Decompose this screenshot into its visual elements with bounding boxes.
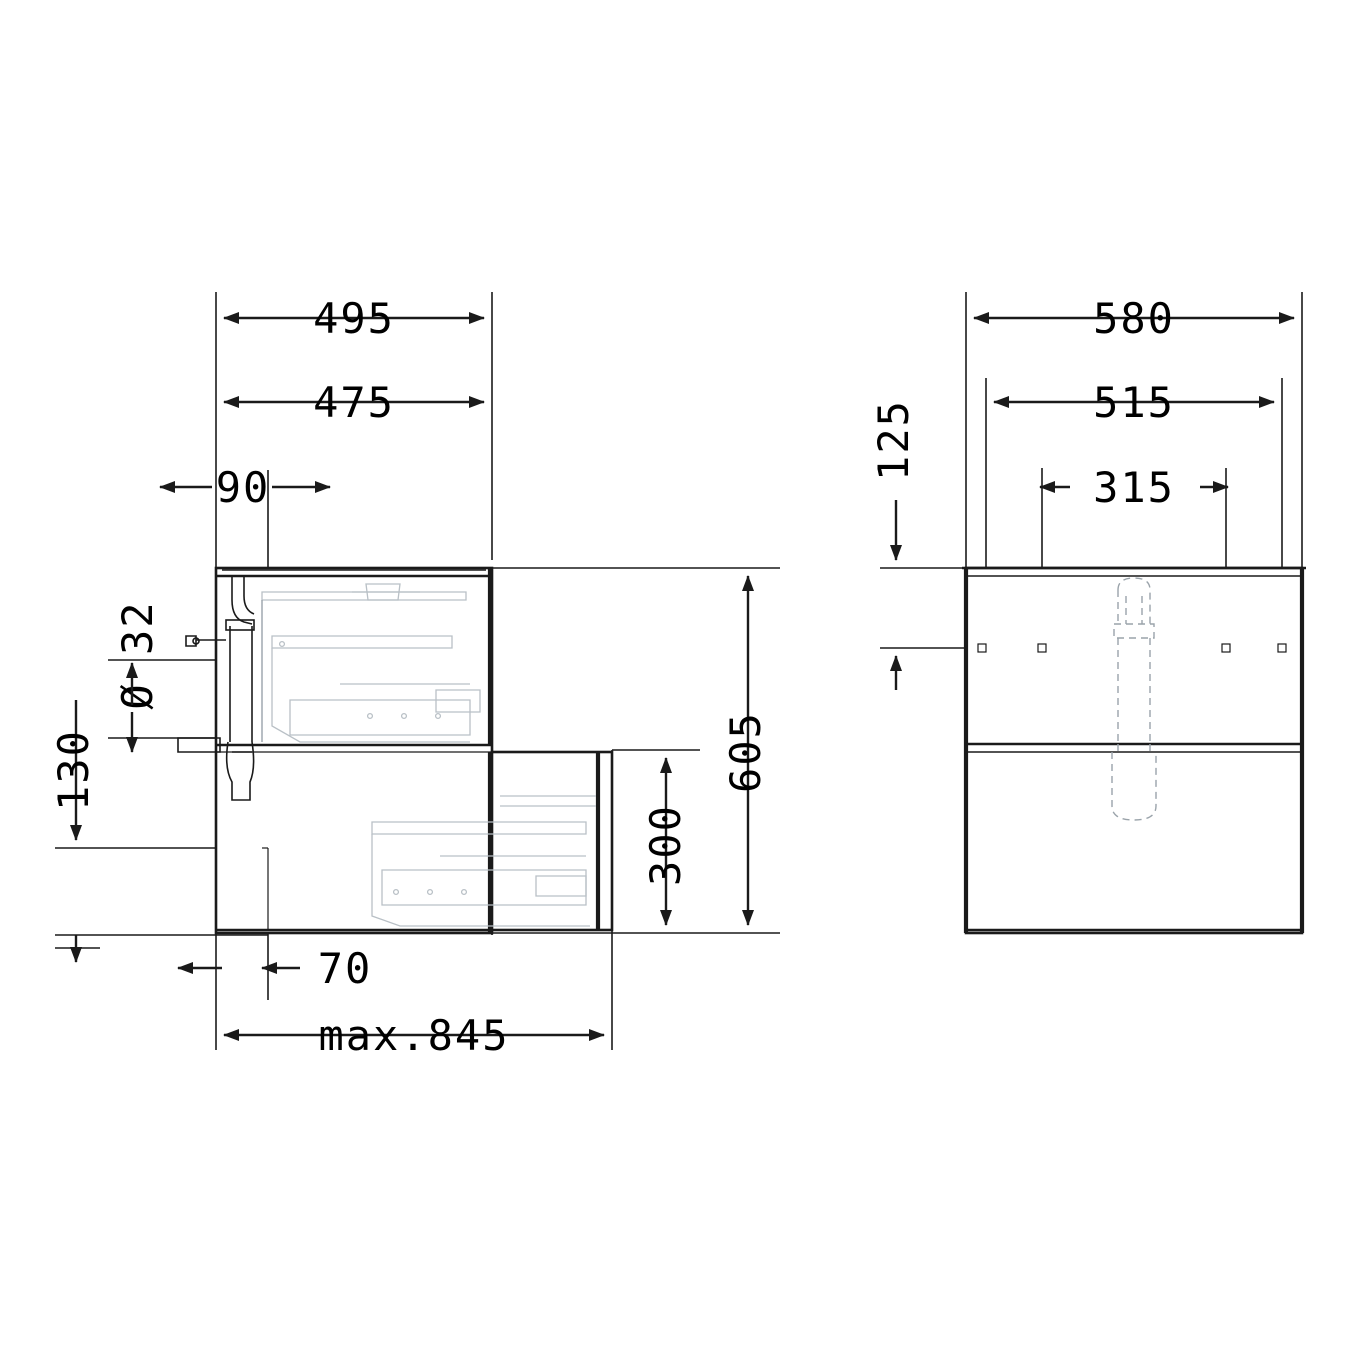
dim-max-845	[224, 1011, 604, 1060]
dim-90	[160, 463, 330, 512]
dim-315	[1040, 463, 1228, 512]
dim-580	[974, 294, 1294, 343]
dim-max-845-label: max.845	[318, 1011, 510, 1060]
side-section-view	[49, 292, 780, 1060]
dim-475-label: 475	[313, 378, 395, 427]
side-cabinet-body	[216, 568, 492, 933]
dim-diameter-32-label: Ø 32	[113, 600, 162, 710]
dim-495-label: 495	[313, 294, 395, 343]
dim-125-label: 125	[869, 399, 918, 481]
dim-515-label: 515	[1093, 378, 1175, 427]
dim-495	[224, 294, 484, 343]
dim-70	[55, 935, 372, 993]
dim-605	[721, 576, 770, 925]
dim-300	[641, 758, 690, 925]
dim-605-label: 605	[721, 711, 770, 793]
front-view	[869, 292, 1306, 933]
dim-125	[869, 399, 918, 690]
dim-90-label: 90	[215, 463, 271, 512]
dim-315-label: 315	[1093, 463, 1175, 512]
dim-130-label: 130	[49, 729, 98, 811]
dim-580-label: 580	[1093, 294, 1175, 343]
dim-515	[994, 378, 1274, 427]
dim-diameter-32	[113, 600, 162, 709]
dim-475	[224, 378, 484, 427]
dim-70-label: 70	[317, 944, 373, 993]
dim-300-label: 300	[641, 804, 690, 886]
front-cabinet-body	[962, 568, 1306, 933]
